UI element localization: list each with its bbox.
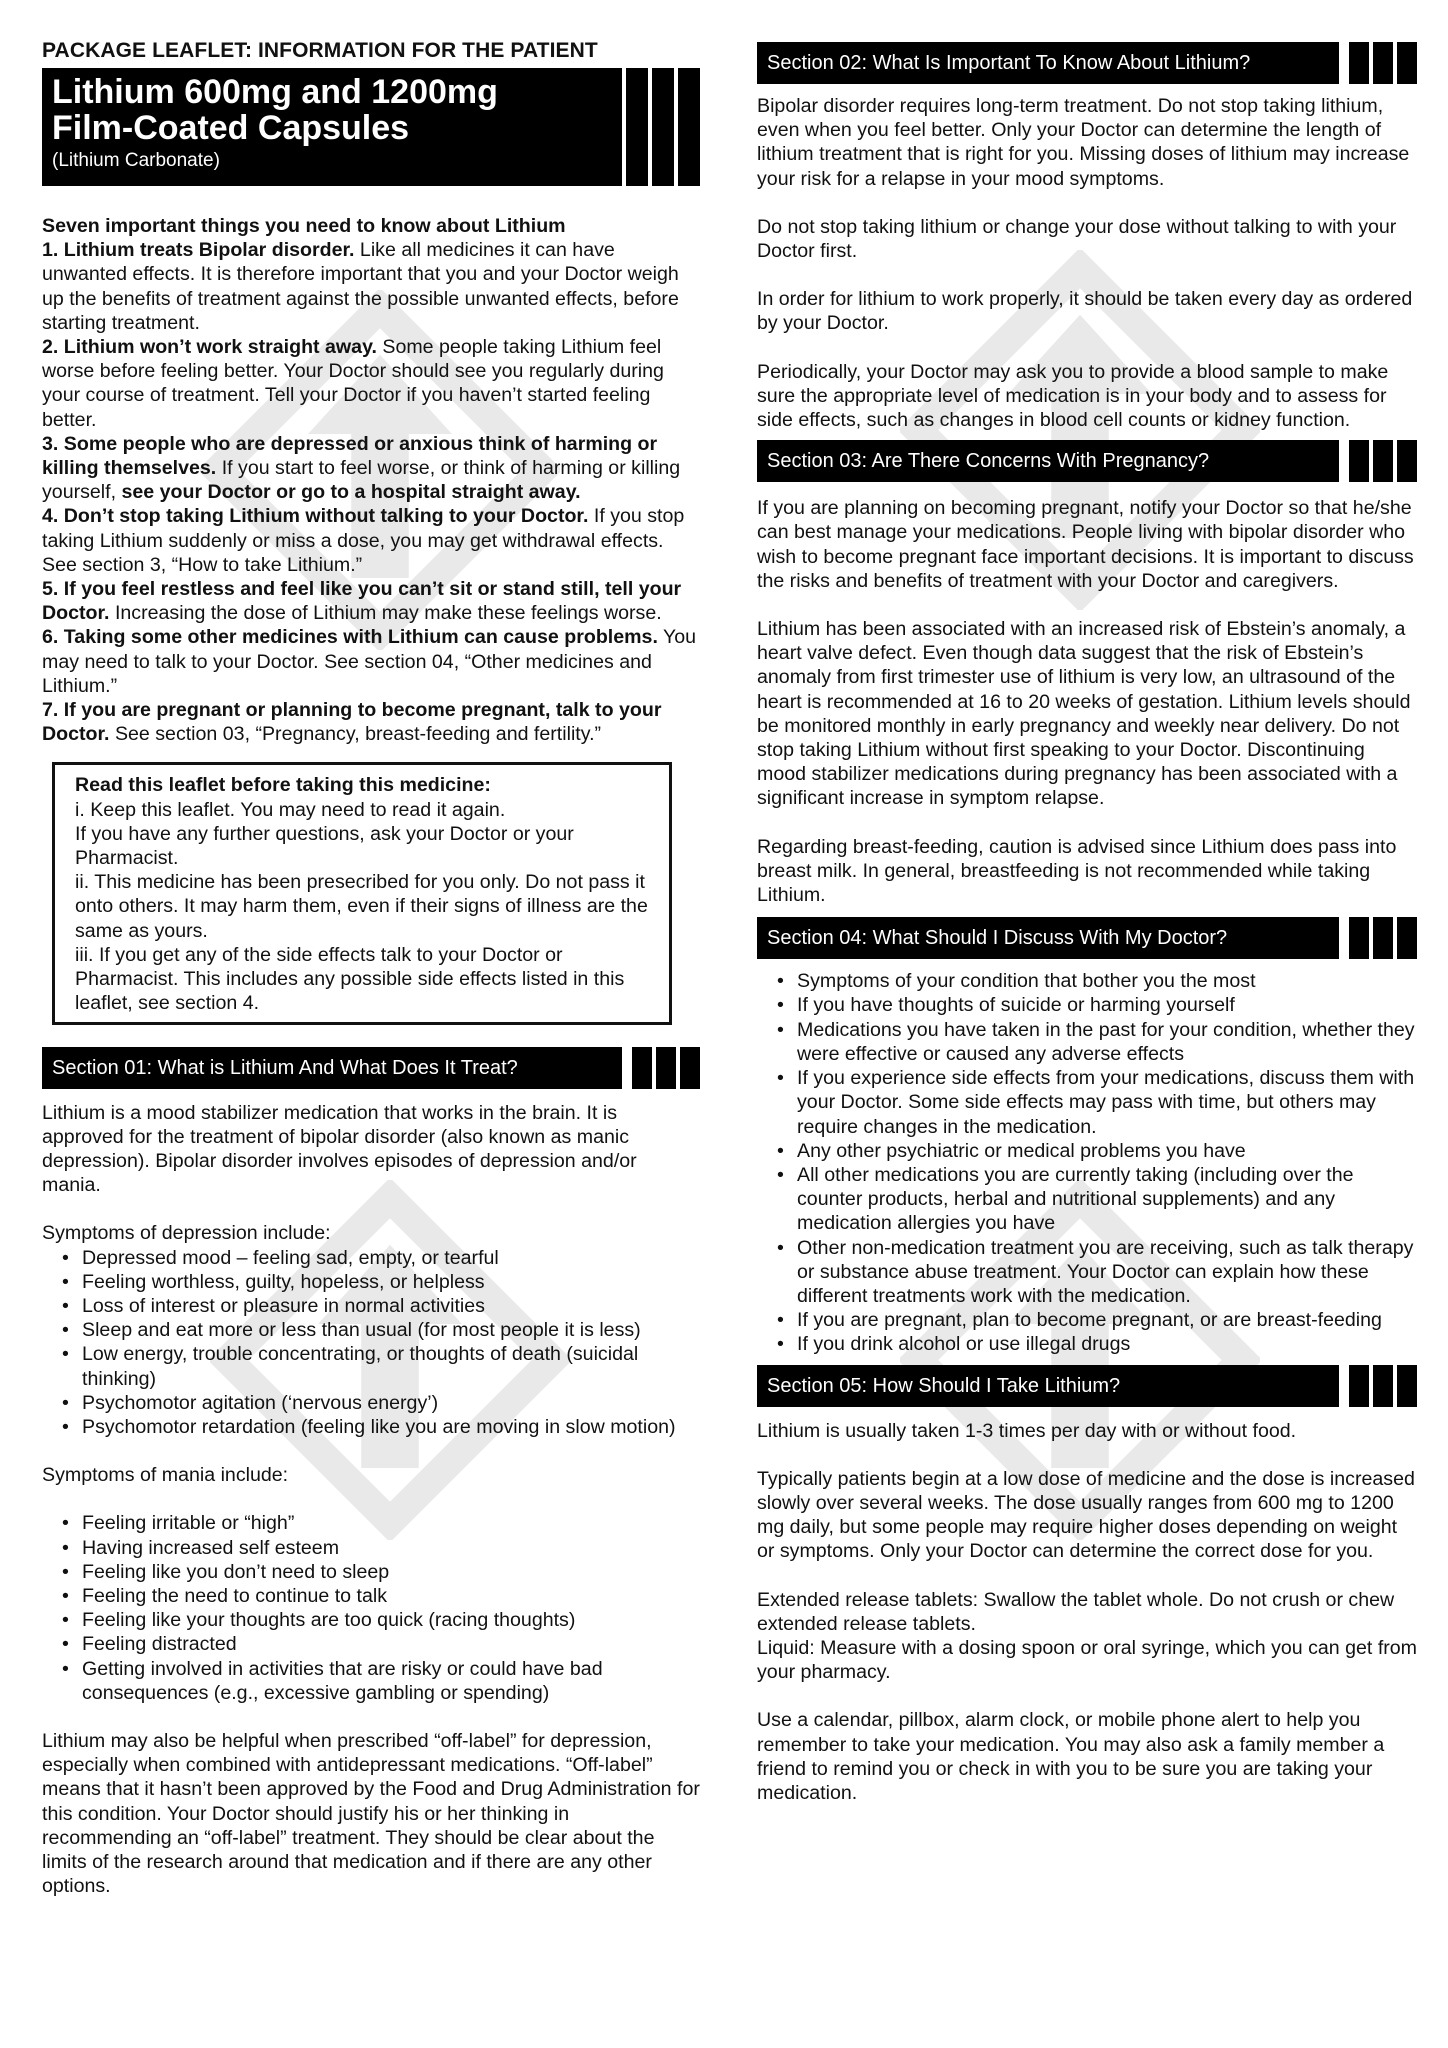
title-block: [42, 68, 700, 186]
package-label: PACKAGE LEAFLET: INFORMATION FOR THE PATIENT: [42, 39, 598, 62]
document-title: [52, 74, 612, 146]
right-column: [757, 42, 1417, 1805]
section-02-paragraph: In order for lithium to work properly, it should be taken every day as ordered by your Doctor.: [757, 288, 1413, 335]
notice-line: iii. If you get any of the side effects talk to your Doctor or Pharmacist. This includes any possible side effects listed in this leaflet, see section 4.: [75, 943, 625, 1015]
section-03-paragraph: Lithium has been associated with an increased risk of Ebstein’s anomaly, a heart valve defect. Even though data suggest that the risk of Ebstein’s anomaly from first trimester use of lithium is very low, an ultrasound of the heart is recommended at 16 to 20 weeks of gestation. Lithium levels should be monitored monthly in early pregnancy and weekly near delivery. Do not stop taking Lithium without first speaking to your Doctor. Discontinuing mood stabilizer medications during pregnancy has been associated with a significant increase in symptom relapse.: [757, 618, 1411, 810]
intro-point-4: 4. Don’t stop taking Lithium without talking to your Doctor. If you stop taking Lithium suddenly or miss a dose, you may get withdrawal effects. See section 3, “How to take Lithium.”: [42, 505, 685, 576]
intro-point-1: 1. Lithium treats Bipolar disorder. Like all medicines it can have unwanted effects. It is therefore important that you and your Doctor weigh up the benefits of treatment against the possible unwanted effects, before starting treatment.: [42, 239, 679, 334]
list-item: • Having increased self esteem: [42, 1536, 700, 1560]
liquid-note: Liquid: Measure with a dosing spoon or oral syringe, which you can get from your pharmacy.: [757, 1636, 1418, 1684]
section-03-paragraph: Regarding breast-feeding, caution is advised since Lithium does pass into breast milk. In general, breastfeeding is not recommended while taking Lithium.: [757, 835, 1397, 907]
mania-list: [42, 1511, 700, 1705]
list-item: • Psychomotor retardation (feeling like you are moving in slow motion): [42, 1415, 700, 1439]
list-item: • Feeling worthless, guilty, hopeless, or helpless: [42, 1270, 700, 1294]
section-05-body: [757, 1419, 1417, 1806]
list-item: • Other non-medication treatment you are receiving, such as talk therapy or substance abuse treatment. Your Doctor can explain how these different treatments work with the medication.: [757, 1236, 1417, 1309]
list-item: • Symptoms of your condition that bother you the most: [757, 969, 1417, 993]
section-02-body: [757, 94, 1417, 432]
list-item: • Feeling the need to continue to talk: [42, 1584, 700, 1608]
list-item: • Feeling distracted: [42, 1632, 700, 1656]
notice-heading: Read this leaflet before taking this medicine:: [75, 774, 491, 797]
section-02-paragraph: Bipolar disorder requires long-term treatment. Do not stop taking lithium, even when you feel better. Only your Doctor can determine the length of lithium treatment that is right for you. Missing doses of lithium may increase your risk for a relapse in your mood symptoms.: [757, 95, 1410, 190]
list-item: • If you drink alcohol or use illegal drugs: [757, 1332, 1417, 1356]
section-03-body: [757, 496, 1417, 907]
list-item: • Any other psychiatric or medical problems you have: [757, 1139, 1417, 1163]
section-01-title: Section 01: What is Lithium And What Does It Treat?: [42, 1047, 622, 1089]
list-item: • Sleep and eat more or less than usual (for most people it is less): [42, 1318, 700, 1342]
section-01-intro: Lithium is a mood stabilizer medication that works in the brain. It is approved for the treatment of bipolar disorder (also known as manic depression). Bipolar disorder involves episodes of depression and/or mania.: [42, 1101, 637, 1197]
section-03-paragraph: If you are planning on becoming pregnant, notify your Doctor so that he/she can best manage your medications. People living with bipolar disorder who wish to become pregnant face important decisions. It is important to discuss the risks and benefits of treatment with your Doctor and caregivers.: [757, 497, 1414, 592]
section-04-list: [757, 969, 1417, 1356]
list-item: • Getting involved in activities that are risky or could have bad consequences (e.g., excessive gambling or spending): [42, 1657, 700, 1705]
intro-point-3: 3. Some people who are depressed or anxious think of harming or killing themselves. If you start to feel worse, or think of harming or killing yourself, see your Doctor or go to a hospital straight away.: [42, 432, 681, 504]
section-05-paragraph: Lithium is usually taken 1-3 times per day with or without food.: [757, 1419, 1297, 1442]
section-03-header: [757, 440, 1417, 482]
section-05-title: Section 05: How Should I Take Lithium?: [757, 1365, 1339, 1407]
notice-line: ii. This medicine has been presecribed for you only. Do not pass it onto others. It may harm them, even if their signs of illness are the same as yours.: [75, 871, 648, 942]
mania-heading: Symptoms of mania include:: [42, 1464, 289, 1487]
list-item: • Psychomotor agitation (‘nervous energy’): [42, 1391, 700, 1415]
left-column: [42, 38, 700, 1898]
intro-point-7: 7. If you are pregnant or planning to become pregnant, talk to your Doctor. See section 03, “Pregnancy, breast-feeding and fertility.”: [42, 699, 662, 746]
section-01-header: [42, 1047, 700, 1089]
title-line-1: Lithium 600mg and 1200mg: [52, 73, 498, 111]
section-02-paragraph: Do not stop taking lithium or change your dose without talking to with your Doctor first.: [757, 215, 1397, 263]
intro-block: [42, 214, 700, 746]
list-item: • If you experience side effects from your medications, discuss them with your Doctor. Some side effects may pass with time, but others may require changes in the medication.: [757, 1066, 1417, 1139]
section-03-title: Section 03: Are There Concerns With Pregnancy?: [757, 440, 1339, 482]
section-02-header: [757, 42, 1417, 84]
intro-point-2: 2. Lithium won’t work straight away. Some people taking Lithium feel worse before feeling better. Your Doctor should see you regularly during your course of treatment. Tell your Doctor if you haven’t started feeling better.: [42, 336, 664, 431]
list-item: • If you have thoughts of suicide or harming yourself: [757, 993, 1417, 1017]
list-item: • If you are pregnant, plan to become pregnant, or are breast-feeding: [757, 1308, 1417, 1332]
section-02-title: Section 02: What Is Important To Know About Lithium?: [757, 42, 1339, 84]
reminder-paragraph: Use a calendar, pillbox, alarm clock, or mobile phone alert to help you remember to take your medication. You may also ask a family member a friend to remind you or check in with you to be sure you are taking your medication.: [757, 1709, 1385, 1804]
list-item: • Loss of interest or pleasure in normal activities: [42, 1294, 700, 1318]
read-leaflet-notice: [52, 762, 672, 1024]
list-item: • Medications you have taken in the past for your condition, whether they were effective or caused any adverse effects: [757, 1018, 1417, 1066]
intro-heading: Seven important things you need to know about Lithium: [42, 215, 566, 237]
list-item: • All other medications you are currently taking (including over the counter products, herbal and nutritional supplements) and any medication allergies you have: [757, 1163, 1417, 1236]
list-item: • Low energy, trouble concentrating, or thoughts of death (suicidal thinking): [42, 1342, 700, 1390]
extended-release-note: Extended release tablets: Swallow the tablet whole. Do not crush or chew extended release tablets.: [757, 1588, 1395, 1635]
section-02-paragraph: Periodically, your Doctor may ask you to provide a blood sample to make sure the appropriate level of medication is in your body and to assess for side effects, such as changes in blood cell counts or kidney function.: [757, 360, 1389, 432]
section-04-header: [757, 917, 1417, 959]
section-01-body: [42, 1101, 700, 1899]
intro-point-5: 5. If you feel restless and feel like you can’t sit or stand still, tell your Doctor. Increasing the dose of Lithium may make these feelings worse.: [42, 578, 682, 625]
depression-list: [42, 1246, 700, 1440]
list-item: • Feeling like you don’t need to sleep: [42, 1560, 700, 1584]
list-item: • Feeling irritable or “high”: [42, 1511, 700, 1535]
section-05-paragraph: Typically patients begin at a low dose of medicine and the dose is increased slowly over several weeks. The dose usually ranges from 600 mg to 1200 mg daily, but some people may require higher doses depending on weight or symptoms. Only your Doctor can determine the correct dose for you.: [757, 1467, 1415, 1563]
depression-heading: Symptoms of depression include:: [42, 1222, 331, 1245]
section-05-header: [757, 1365, 1417, 1407]
list-item: • Depressed mood – feeling sad, empty, or tearful: [42, 1246, 700, 1270]
off-label-paragraph: Lithium may also be helpful when prescribed “off-label” for depression, especially when combined with antidepressant medications. “Off-label” means that it hasn’t been approved by the Food and Drug Administration for this condition. Your Doctor should justify his or her thinking in recommending an “off-label” treatment. They should be clear about the limits of the research around that medication and if there are any other options.: [42, 1729, 700, 1898]
title-line-2: Film-Coated Capsules: [52, 109, 410, 147]
notice-line: i. Keep this leaflet. You may need to read it again.: [75, 798, 506, 821]
notice-line: If you have any further questions, ask your Doctor or your Pharmacist.: [75, 822, 574, 870]
title-bars: [622, 68, 700, 186]
section-04-title: Section 04: What Should I Discuss With My Doctor?: [757, 917, 1339, 959]
list-item: • Feeling like your thoughts are too quick (racing thoughts): [42, 1608, 700, 1632]
document-subtitle: (Lithium Carbonate): [52, 150, 220, 171]
intro-point-6: 6. Taking some other medicines with Lithium can cause problems. You may need to talk to your Doctor. See section 04, “Other medicines and Lithium.”: [42, 626, 697, 697]
